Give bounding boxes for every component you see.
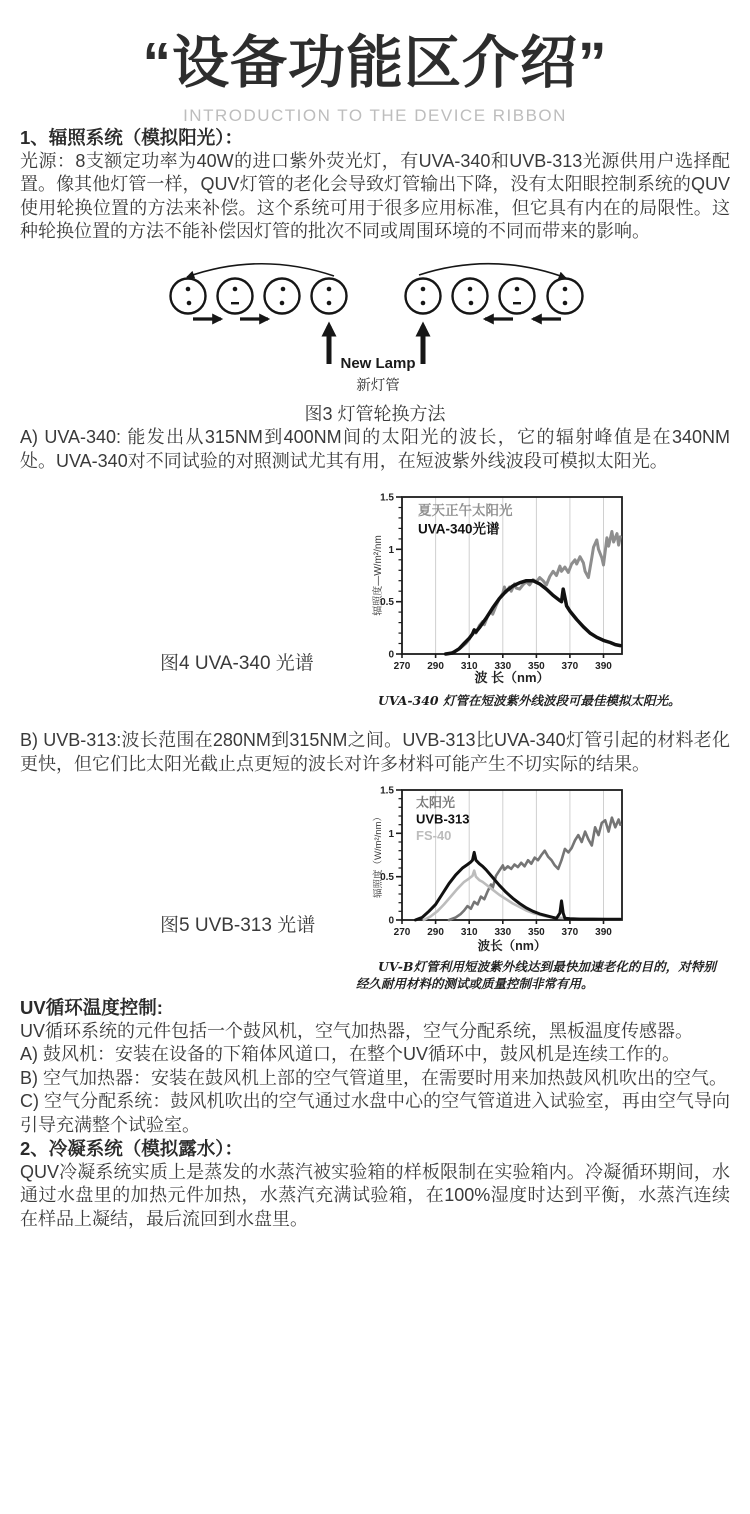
svg-text:270: 270 (393, 661, 411, 672)
svg-text:太阳光: 太阳光 (416, 795, 456, 810)
section2-body: QUV冷凝系统实质上是蒸发的水蒸汽被实验箱的样板限制在实验箱内。冷凝循环期间，水通过水盘里的加热元件加热，水蒸汽充满试验箱，在100%湿度时达到平衡，水蒸汽连续在样品上凝结，最后流回到水盘里。 (20, 1161, 730, 1229)
svg-text:310: 310 (460, 927, 478, 938)
svg-text:310: 310 (460, 661, 478, 672)
svg-text:0: 0 (388, 915, 394, 927)
page-title: “设备功能区介绍” (142, 31, 608, 95)
svg-text:330: 330 (494, 661, 512, 672)
figure4 (20, 491, 730, 729)
svg-text:0: 0 (388, 649, 394, 661)
page-subtitle: INTRODUCTION TO THE DEVICE RIBBON (183, 106, 567, 125)
svg-text:0.5: 0.5 (380, 597, 394, 609)
svg-text:390: 390 (595, 927, 612, 938)
svg-text:270: 270 (393, 927, 411, 938)
figure5-caption: UV-B灯管利用短波紫外线达到最快加速老化的目的，对特别经久耐用材料的测试或质量控制非常有用。 (356, 959, 716, 991)
figure4-label: 图4 UVA-340 光谱 (160, 653, 314, 674)
uv-cycle-item-blower: A) 鼓风机：安装在设备的下箱体风道口，在整个UV循环中，鼓风机是连续工作的。 (20, 1044, 681, 1064)
lamp-rotation-diagram (125, 256, 645, 398)
svg-text:1.5: 1.5 (380, 785, 394, 797)
uv-cycle-item-heater: B) 空气加热器：安装在鼓风机上部的空气管道里，在需要时用来加热鼓风机吹出的空气。 (20, 1067, 727, 1088)
section1-body: 光源：8支额定功率为40W的进口紫外荧光灯，有UVA-340和UVB-313光源供用户选择配置。像其他灯管一样，QUV灯管的老化会导致灯管输出下降，没有太阳眼控制系统的QUV使用轮换位置的方法来补偿。这个系统可用于很多应用标准，但它具有内在的局限性。这种轮换位置的方法不能补偿因灯管的批次不同或周围环境的不同而带来的影响。 (20, 150, 730, 241)
page (0, 30, 750, 1231)
figure4-caption: UVA-340 灯管在短波紫外线波段可最佳模拟太阳光。 (378, 693, 681, 708)
svg-text:370: 370 (561, 661, 579, 672)
svg-text:350: 350 (528, 927, 545, 938)
new-lamp-label-en: New Lamp (340, 354, 416, 372)
svg-text:UVA-340光谱: UVA-340光谱 (418, 521, 500, 537)
uv-cycle-heading: UV循环温度控制: (20, 997, 163, 1018)
svg-text:辐照度（W/m²/nm）: 辐照度（W/m²/nm） (373, 811, 384, 899)
svg-text:390: 390 (595, 661, 612, 672)
uv-cycle-item-distribution: C) 空气分配系统：鼓风机吹出的空气通过水盘中心的空气管道进入试验室，再由空气导向引导充满整个试验室。 (20, 1091, 730, 1135)
svg-text:1: 1 (388, 828, 394, 840)
svg-text:1: 1 (388, 544, 394, 556)
section2-heading: 2、冷凝系统（模拟露水）： (20, 1138, 244, 1159)
svg-text:夏天正午太阳光: 夏天正午太阳光 (418, 503, 513, 518)
section1-heading: 1、辐照系统（模拟阳光）： (20, 127, 244, 148)
svg-text:1.5: 1.5 (380, 492, 394, 504)
figure5 (20, 784, 730, 996)
svg-text:290: 290 (427, 927, 444, 938)
lamp-circles (171, 278, 583, 313)
uva340-spectrum-chart (372, 491, 630, 686)
svg-text:UVB-313: UVB-313 (416, 811, 470, 827)
svg-text:0.5: 0.5 (380, 872, 394, 884)
svg-text:290: 290 (427, 661, 444, 672)
uvb313-spectrum-chart (372, 784, 630, 954)
paragraph-uva340: A) UVA-340: 能发出从315NM到400NM间的太阳光的波长，它的辐射峰值是在340NM处。UVA-340对不同试验的对照测试尤其有用，在短波紫外线波段可模拟太阳光。 (20, 427, 730, 471)
svg-text:辐照度—W/m²/nm: 辐照度—W/m²/nm (373, 535, 384, 616)
figure5-label: 图5 UVB-313 光谱 (160, 915, 316, 936)
svg-text:350: 350 (528, 661, 545, 672)
lamp-pins (186, 286, 568, 305)
svg-text:330: 330 (494, 927, 512, 938)
svg-text:波长（nm）: 波长（nm） (477, 939, 547, 953)
figure3-caption: 图3 灯管轮换方法 (304, 403, 446, 424)
uv-cycle-intro: UV循环系统的元件包括一个鼓风机，空气加热器，空气分配系统，黑板温度传感器。 (20, 1020, 694, 1041)
svg-text:波 长（nm）: 波 长（nm） (474, 670, 550, 685)
rotation-arrows (187, 263, 566, 277)
svg-text:FS-40: FS-40 (416, 828, 452, 843)
new-lamp-label-zh: 新灯管 (356, 377, 400, 394)
svg-text:370: 370 (561, 927, 579, 938)
paragraph-uvb313: B) UVB-313:波长范围在280NM到315NM之间。UVB-313比UVA-340灯管引起的材料老化更快，但它们比太阳光截止点更短的波长对许多材料可能产生不切实际的结果。 (20, 730, 730, 774)
